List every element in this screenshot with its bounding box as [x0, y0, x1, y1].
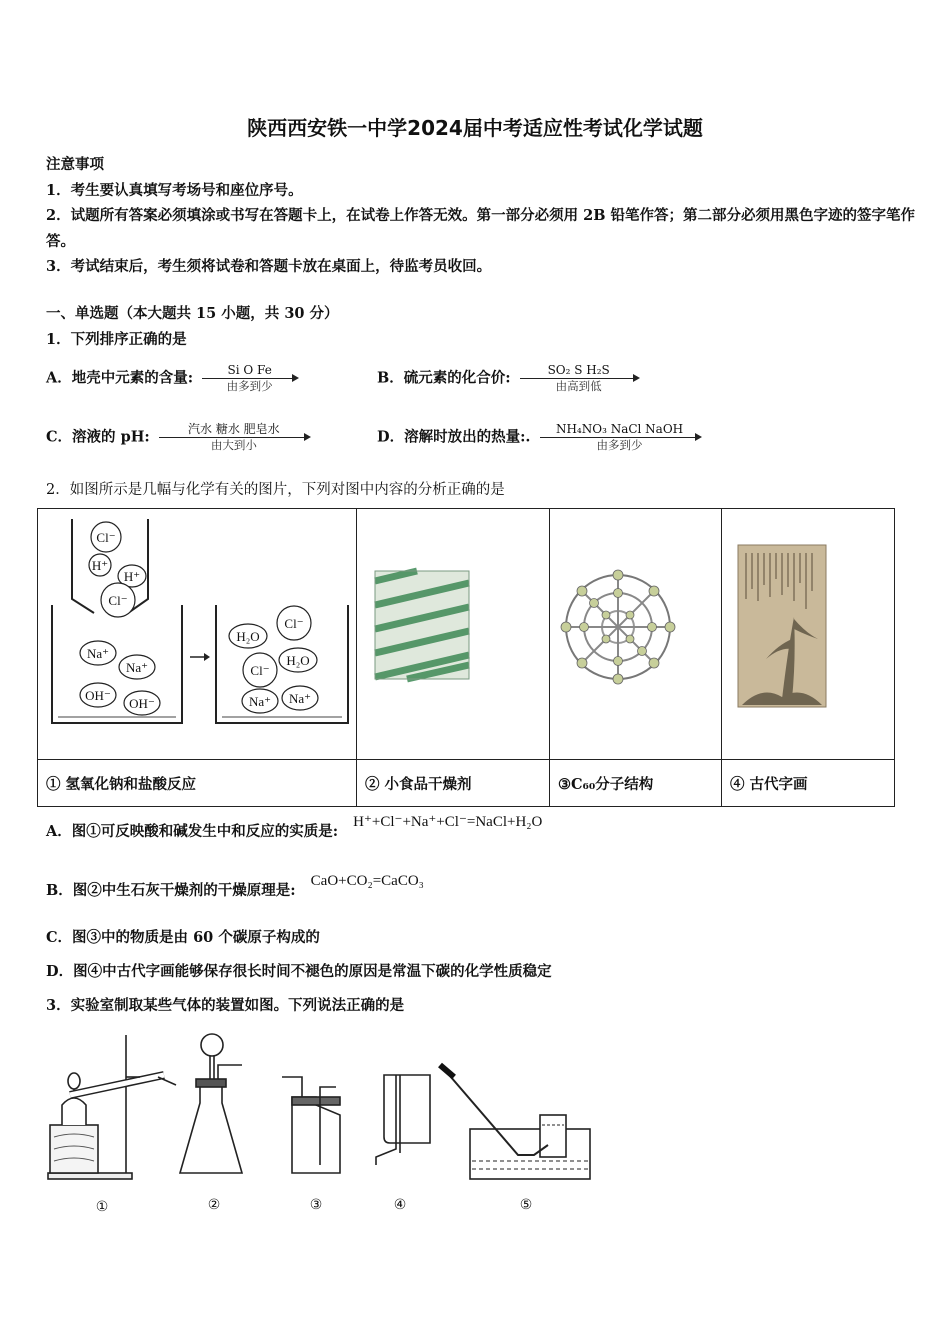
- notes-item: 3．考试结束后，考生须将试卷和答题卡放在桌面上，待监考员收回。: [46, 258, 492, 275]
- ion-label: Na⁺: [125, 660, 149, 675]
- q1-option-a-sequence: Si O Fe: [227, 363, 272, 377]
- ancient-painting-image: [722, 509, 894, 755]
- ion-label: H⁺: [123, 569, 141, 584]
- section-heading: 一、单选题（本大题共 15 小题，共 30 分）: [46, 305, 339, 322]
- ion-label: OH⁻: [129, 696, 155, 711]
- ion-label: H₂O: [236, 629, 260, 644]
- q1-option-b-order: 由高到低: [555, 379, 602, 393]
- ion-label: Cl⁻: [284, 616, 304, 631]
- ion-label: H₂O: [286, 653, 310, 668]
- neutralization-diagram: [38, 509, 356, 755]
- q1-option-c-order: 由大到小: [210, 438, 257, 452]
- ion-label: Na⁺: [288, 691, 312, 706]
- q1-option-c[interactable]: [46, 423, 309, 452]
- q1-option-d-sequence: NH₄NO₃ NaCl NaOH: [555, 422, 684, 436]
- q1-option-d-label: D．溶解时放出的热量:.: [377, 428, 531, 446]
- q2-option-a-equation: H⁺+Cl⁻+Na⁺+Cl⁻=NaCl+H₂O: [353, 814, 543, 830]
- notes-heading: 注意事项: [46, 156, 104, 173]
- ion-label: Cl⁻: [250, 663, 270, 678]
- q2-option-b[interactable]: [46, 873, 424, 900]
- q1-option-a-order: 由多到少: [226, 379, 273, 393]
- q2-option-a[interactable]: [46, 814, 543, 841]
- q1-option-d[interactable]: [377, 423, 700, 452]
- q2-option-c[interactable]: C．图③中的物质是由 60 个碳原子构成的: [46, 929, 320, 946]
- q1-option-c-label: C．溶液的 pH:: [46, 428, 150, 446]
- notes-item: 2．试题所有答案必须填涂或书写在答题卡上，在试卷上作答无效。第一部分必须用 2B 铅笔作答；第二部分必须用黑色字迹的签字笔作答。: [46, 207, 916, 250]
- ion-label: OH⁻: [85, 688, 111, 703]
- page-title: 陕西西安铁一中学2024届中考适应性考试化学试题: [247, 116, 703, 140]
- desiccant-packet-image: [357, 509, 549, 755]
- question-3-stem: 3．实验室制取某些气体的装置如图。下列说法正确的是: [46, 997, 405, 1014]
- figure-painting: [722, 509, 895, 760]
- caption-3: ③C₆₀分子结构: [550, 760, 722, 807]
- q2-option-d[interactable]: D．图④中古代字画能够保存很长时间不褪色的原因是常温下碳的化学性质稳定: [46, 963, 552, 980]
- apparatus-label-5: ⑤: [519, 1197, 533, 1213]
- ion-label: H⁺: [91, 558, 109, 573]
- q1-option-b-label: B．硫元素的化合价:: [377, 369, 511, 387]
- ion-label: Cl⁻: [108, 593, 128, 608]
- figure-c60: [550, 509, 722, 760]
- apparatus-label-4: ④: [393, 1197, 407, 1213]
- question-2-stem: 2．如图所示是几幅与化学有关的图片，下列对图中内容的分析正确的是: [46, 482, 505, 498]
- ion-label: Na⁺: [86, 646, 110, 661]
- q1-option-d-order: 由多到少: [596, 438, 643, 452]
- q1-option-b-sequence: SO₂ S H₂S: [547, 363, 610, 377]
- ion-label: Na⁺: [248, 694, 272, 709]
- apparatus-label-1: ①: [95, 1199, 109, 1215]
- notes-item: 1．考生要认真填写考场号和座位序号。: [46, 181, 303, 199]
- apparatus-label-2: ②: [207, 1197, 221, 1213]
- caption-4: ④ 古代字画: [722, 760, 895, 807]
- figure-neutralization: [38, 509, 357, 760]
- c60-molecule-image: [550, 509, 721, 755]
- caption-1: ① 氢氧化钠和盐酸反应: [38, 760, 357, 807]
- q1-option-c-sequence: 汽水 糖水 肥皂水: [188, 422, 280, 436]
- apparatus-label-3: ③: [309, 1197, 323, 1213]
- q2-option-a-label: A．图①可反映酸和碱发生中和反应的实质是:: [46, 823, 339, 840]
- q2-option-b-equation: CaO+CO₂=CaCO₃: [310, 873, 424, 889]
- caption-2: ② 小食品干燥剂: [357, 760, 550, 807]
- figure-desiccant: [357, 509, 550, 760]
- gas-apparatus-diagram: [40, 1025, 610, 1220]
- question-1-stem: 1．下列排序正确的是: [46, 331, 187, 348]
- ion-label: Cl⁻: [96, 530, 116, 545]
- q2-figure-table: [37, 508, 895, 807]
- notes-block: [46, 152, 916, 280]
- q1-option-b[interactable]: [377, 364, 638, 393]
- q1-option-a-label: A．地壳中元素的含量:: [46, 369, 194, 387]
- q2-option-b-label: B．图②中生石灰干燥剂的干燥原理是:: [46, 882, 296, 899]
- q1-option-a[interactable]: [46, 364, 297, 393]
